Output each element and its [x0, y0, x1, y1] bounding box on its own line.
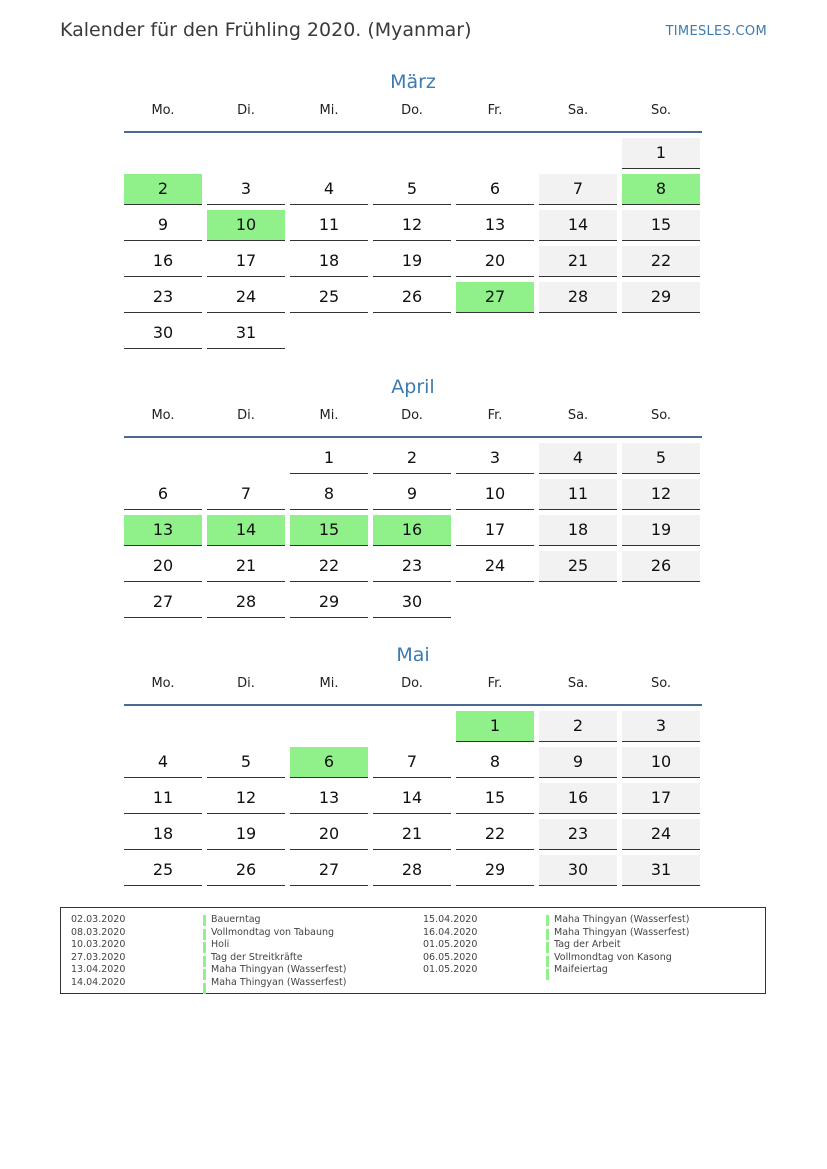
day-cell: 26 — [373, 282, 451, 313]
weekend-day-cell: 29 — [622, 282, 700, 313]
week-row — [124, 246, 702, 277]
legend-line — [203, 942, 206, 955]
empty-cell — [124, 138, 202, 169]
empty-cell — [456, 587, 534, 618]
week-row — [124, 318, 702, 349]
day-cell: 2 — [373, 443, 451, 474]
legend-holiday-name: Maha Thingyan (Wasserfest) — [211, 976, 347, 988]
weekend-day-cell: 11 — [539, 479, 617, 510]
day-cell: 8 — [290, 479, 368, 510]
legend-holiday-name: Maha Thingyan (Wasserfest) — [211, 964, 347, 976]
day-cell: 14 — [373, 783, 451, 814]
weekday-label: Mo. — [151, 676, 175, 691]
empty-cell — [539, 318, 617, 349]
day-cell: 16 — [124, 246, 202, 277]
empty-cell — [290, 711, 368, 742]
day-cell: 31 — [207, 318, 285, 349]
header-rule — [124, 704, 702, 706]
weekend-day-cell: 22 — [622, 246, 700, 277]
legend-date: 01.05.2020 — [423, 964, 478, 976]
empty-cell — [373, 711, 451, 742]
weekday-label: Fr. — [487, 676, 503, 691]
weekend-day-cell: 21 — [539, 246, 617, 277]
legend-date: 15.04.2020 — [423, 914, 478, 925]
day-grid — [124, 443, 702, 618]
week-row — [124, 819, 702, 850]
month-name: April — [391, 376, 435, 398]
holiday-color-marker — [546, 956, 549, 967]
brand-logo[interactable]: TIMESLES.COM — [665, 24, 767, 39]
weekend-day-cell: 18 — [539, 515, 617, 546]
legend-date: 01.05.2020 — [423, 939, 478, 951]
day-grid — [124, 138, 702, 349]
day-cell: 29 — [290, 587, 368, 618]
empty-cell — [124, 443, 202, 474]
weekday-label: So. — [650, 408, 672, 423]
day-cell: 5 — [373, 174, 451, 205]
holiday-color-marker — [203, 969, 206, 980]
week-row — [124, 515, 702, 546]
page-title: Kalender für den Frühling 2020. (Myanmar) — [60, 19, 472, 41]
empty-cell — [290, 138, 368, 169]
legend-holiday-name: Vollmondtag von Kasong — [554, 951, 672, 963]
month-april — [124, 374, 702, 623]
holiday-color-marker — [203, 983, 206, 994]
weekday-label: Di. — [237, 676, 255, 691]
weekday-label: Mi. — [319, 676, 339, 691]
day-cell: 20 — [124, 551, 202, 582]
weekend-day-cell: 14 — [539, 210, 617, 241]
weekend-day-cell: 1 — [622, 138, 700, 169]
day-cell: 17 — [456, 515, 534, 546]
day-cell: 11 — [290, 210, 368, 241]
week-row — [124, 855, 702, 886]
legend-names-right — [554, 914, 689, 977]
holiday-color-marker — [546, 915, 549, 926]
day-cell: 21 — [207, 551, 285, 582]
holiday-day-cell: 27 — [456, 282, 534, 313]
empty-cell — [373, 318, 451, 349]
day-cell: 10 — [456, 479, 534, 510]
week-row — [124, 783, 702, 814]
day-cell: 28 — [207, 587, 285, 618]
weekday-label: Sa. — [567, 676, 589, 691]
empty-cell — [622, 587, 700, 618]
weekday-label: Mi. — [319, 103, 339, 118]
weekday-label: Mi. — [319, 408, 339, 423]
day-cell: 6 — [456, 174, 534, 205]
legend-date: 08.03.2020 — [71, 926, 126, 938]
weekday-label: Mo. — [151, 408, 175, 423]
weekend-day-cell: 25 — [539, 551, 617, 582]
empty-cell — [539, 587, 617, 618]
weekend-day-cell: 31 — [622, 855, 700, 886]
empty-cell — [207, 138, 285, 169]
holiday-color-marker — [203, 942, 206, 953]
holiday-day-cell: 8 — [622, 174, 700, 205]
day-cell: 29 — [456, 855, 534, 886]
legend-date: 06.05.2020 — [423, 951, 478, 963]
weekday-label: Sa. — [567, 408, 589, 423]
day-cell: 19 — [373, 246, 451, 277]
day-cell: 17 — [207, 246, 285, 277]
day-cell: 22 — [456, 819, 534, 850]
weekday-label: Fr. — [487, 103, 503, 118]
day-cell: 11 — [124, 783, 202, 814]
day-cell: 4 — [290, 174, 368, 205]
holiday-day-cell: 2 — [124, 174, 202, 205]
weekend-day-cell: 23 — [539, 819, 617, 850]
day-cell: 20 — [456, 246, 534, 277]
day-cell: 13 — [456, 210, 534, 241]
holiday-legend — [60, 907, 766, 994]
month-maerz — [124, 69, 702, 354]
legend-holiday-name: Holi — [211, 939, 230, 951]
day-cell: 12 — [207, 783, 285, 814]
week-row — [124, 282, 702, 313]
holiday-day-cell: 13 — [124, 515, 202, 546]
week-row — [124, 747, 702, 778]
empty-cell — [207, 711, 285, 742]
day-cell: 3 — [207, 174, 285, 205]
weekday-header — [124, 103, 702, 123]
weekend-day-cell: 24 — [622, 819, 700, 850]
legend-line — [546, 929, 549, 942]
holiday-day-cell: 10 — [207, 210, 285, 241]
weekday-label: Do. — [401, 676, 423, 691]
weekday-header — [124, 408, 702, 428]
holiday-color-marker — [203, 956, 206, 967]
day-cell: 4 — [124, 747, 202, 778]
day-cell: 18 — [124, 819, 202, 850]
holiday-day-cell: 15 — [290, 515, 368, 546]
weekday-label: Fr. — [487, 408, 503, 423]
week-row — [124, 443, 702, 474]
day-cell: 30 — [124, 318, 202, 349]
weekend-day-cell: 28 — [539, 282, 617, 313]
weekend-day-cell: 19 — [622, 515, 700, 546]
day-cell: 20 — [290, 819, 368, 850]
legend-date: 02.03.2020 — [71, 914, 126, 925]
day-cell: 23 — [124, 282, 202, 313]
holiday-color-marker — [546, 942, 549, 953]
legend-line — [203, 929, 206, 942]
legend-line — [203, 915, 206, 928]
month-name: Mai — [396, 644, 430, 666]
month-name: März — [390, 71, 436, 93]
holiday-color-marker — [546, 969, 549, 980]
day-cell: 1 — [290, 443, 368, 474]
day-cell: 26 — [207, 855, 285, 886]
legend-marks-right — [546, 914, 549, 982]
weekday-label: Sa. — [567, 103, 589, 118]
weekday-label: So. — [650, 103, 672, 118]
weekend-day-cell: 7 — [539, 174, 617, 205]
legend-date: 14.04.2020 — [71, 976, 126, 988]
weekend-day-cell: 9 — [539, 747, 617, 778]
holiday-color-marker — [546, 929, 549, 940]
legend-holiday-name: Tag der Arbeit — [554, 939, 621, 951]
month-mai — [124, 642, 702, 891]
header-rule — [124, 131, 702, 133]
weekend-day-cell: 12 — [622, 479, 700, 510]
day-cell: 7 — [207, 479, 285, 510]
weekday-header — [124, 676, 702, 696]
legend-line — [546, 956, 549, 969]
legend-holiday-name: Vollmondtag von Tabaung — [211, 926, 335, 938]
empty-cell — [124, 711, 202, 742]
day-cell: 30 — [373, 587, 451, 618]
header-rule — [124, 436, 702, 438]
week-row — [124, 551, 702, 582]
legend-holiday-name: Maha Thingyan (Wasserfest) — [554, 926, 690, 938]
legend-line — [203, 969, 206, 982]
empty-cell — [456, 138, 534, 169]
holiday-day-cell: 14 — [207, 515, 285, 546]
weekend-day-cell: 5 — [622, 443, 700, 474]
legend-line — [203, 956, 206, 969]
day-cell: 25 — [124, 855, 202, 886]
weekend-day-cell: 26 — [622, 551, 700, 582]
legend-dates-left — [71, 914, 125, 990]
weekend-day-cell: 10 — [622, 747, 700, 778]
holiday-day-cell: 16 — [373, 515, 451, 546]
day-cell: 23 — [373, 551, 451, 582]
empty-cell — [207, 443, 285, 474]
day-cell: 13 — [290, 783, 368, 814]
weekend-day-cell: 4 — [539, 443, 617, 474]
day-cell: 9 — [373, 479, 451, 510]
holiday-day-cell: 6 — [290, 747, 368, 778]
empty-cell — [539, 138, 617, 169]
weekday-label: Di. — [237, 408, 255, 423]
legend-date: 10.03.2020 — [71, 939, 126, 951]
weekday-label: Do. — [401, 103, 423, 118]
week-row — [124, 174, 702, 205]
legend-holiday-name: Maifeiertag — [554, 964, 608, 976]
legend-holiday-name: Tag der Streitkräfte — [211, 951, 303, 963]
weekend-day-cell: 17 — [622, 783, 700, 814]
weekday-label: Mo. — [151, 103, 175, 118]
empty-cell — [373, 138, 451, 169]
holiday-color-marker — [203, 915, 206, 926]
day-cell: 5 — [207, 747, 285, 778]
day-cell: 3 — [456, 443, 534, 474]
day-cell: 28 — [373, 855, 451, 886]
weekend-day-cell: 16 — [539, 783, 617, 814]
holiday-color-marker — [203, 929, 206, 940]
empty-cell — [290, 318, 368, 349]
day-cell: 15 — [456, 783, 534, 814]
day-cell: 27 — [290, 855, 368, 886]
legend-line — [546, 915, 549, 928]
legend-line — [546, 942, 549, 955]
day-cell: 7 — [373, 747, 451, 778]
day-grid — [124, 711, 702, 886]
weekend-day-cell: 3 — [622, 711, 700, 742]
holiday-day-cell: 1 — [456, 711, 534, 742]
day-cell: 18 — [290, 246, 368, 277]
week-row — [124, 210, 702, 241]
legend-names-left — [211, 914, 346, 990]
day-cell: 6 — [124, 479, 202, 510]
day-cell: 9 — [124, 210, 202, 241]
weekday-label: So. — [650, 676, 672, 691]
weekday-label: Di. — [237, 103, 255, 118]
legend-marks-left — [203, 914, 206, 996]
day-cell: 24 — [207, 282, 285, 313]
weekday-label: Do. — [401, 408, 423, 423]
day-cell: 8 — [456, 747, 534, 778]
day-cell: 25 — [290, 282, 368, 313]
legend-date: 27.03.2020 — [71, 951, 126, 963]
legend-line — [203, 983, 206, 996]
legend-dates-right — [423, 914, 477, 977]
weekend-day-cell: 15 — [622, 210, 700, 241]
legend-holiday-name: Maha Thingyan (Wasserfest) — [554, 914, 690, 925]
weekend-day-cell: 2 — [539, 711, 617, 742]
day-cell: 22 — [290, 551, 368, 582]
legend-date: 16.04.2020 — [423, 926, 478, 938]
week-row — [124, 587, 702, 618]
day-cell: 24 — [456, 551, 534, 582]
legend-date: 13.04.2020 — [71, 964, 126, 976]
day-cell: 21 — [373, 819, 451, 850]
week-row — [124, 479, 702, 510]
day-cell: 27 — [124, 587, 202, 618]
weekend-day-cell: 30 — [539, 855, 617, 886]
legend-holiday-name: Bauerntag — [211, 914, 261, 925]
empty-cell — [622, 318, 700, 349]
empty-cell — [456, 318, 534, 349]
legend-line — [546, 969, 549, 982]
week-row — [124, 138, 702, 169]
day-cell: 12 — [373, 210, 451, 241]
day-cell: 19 — [207, 819, 285, 850]
week-row — [124, 711, 702, 742]
